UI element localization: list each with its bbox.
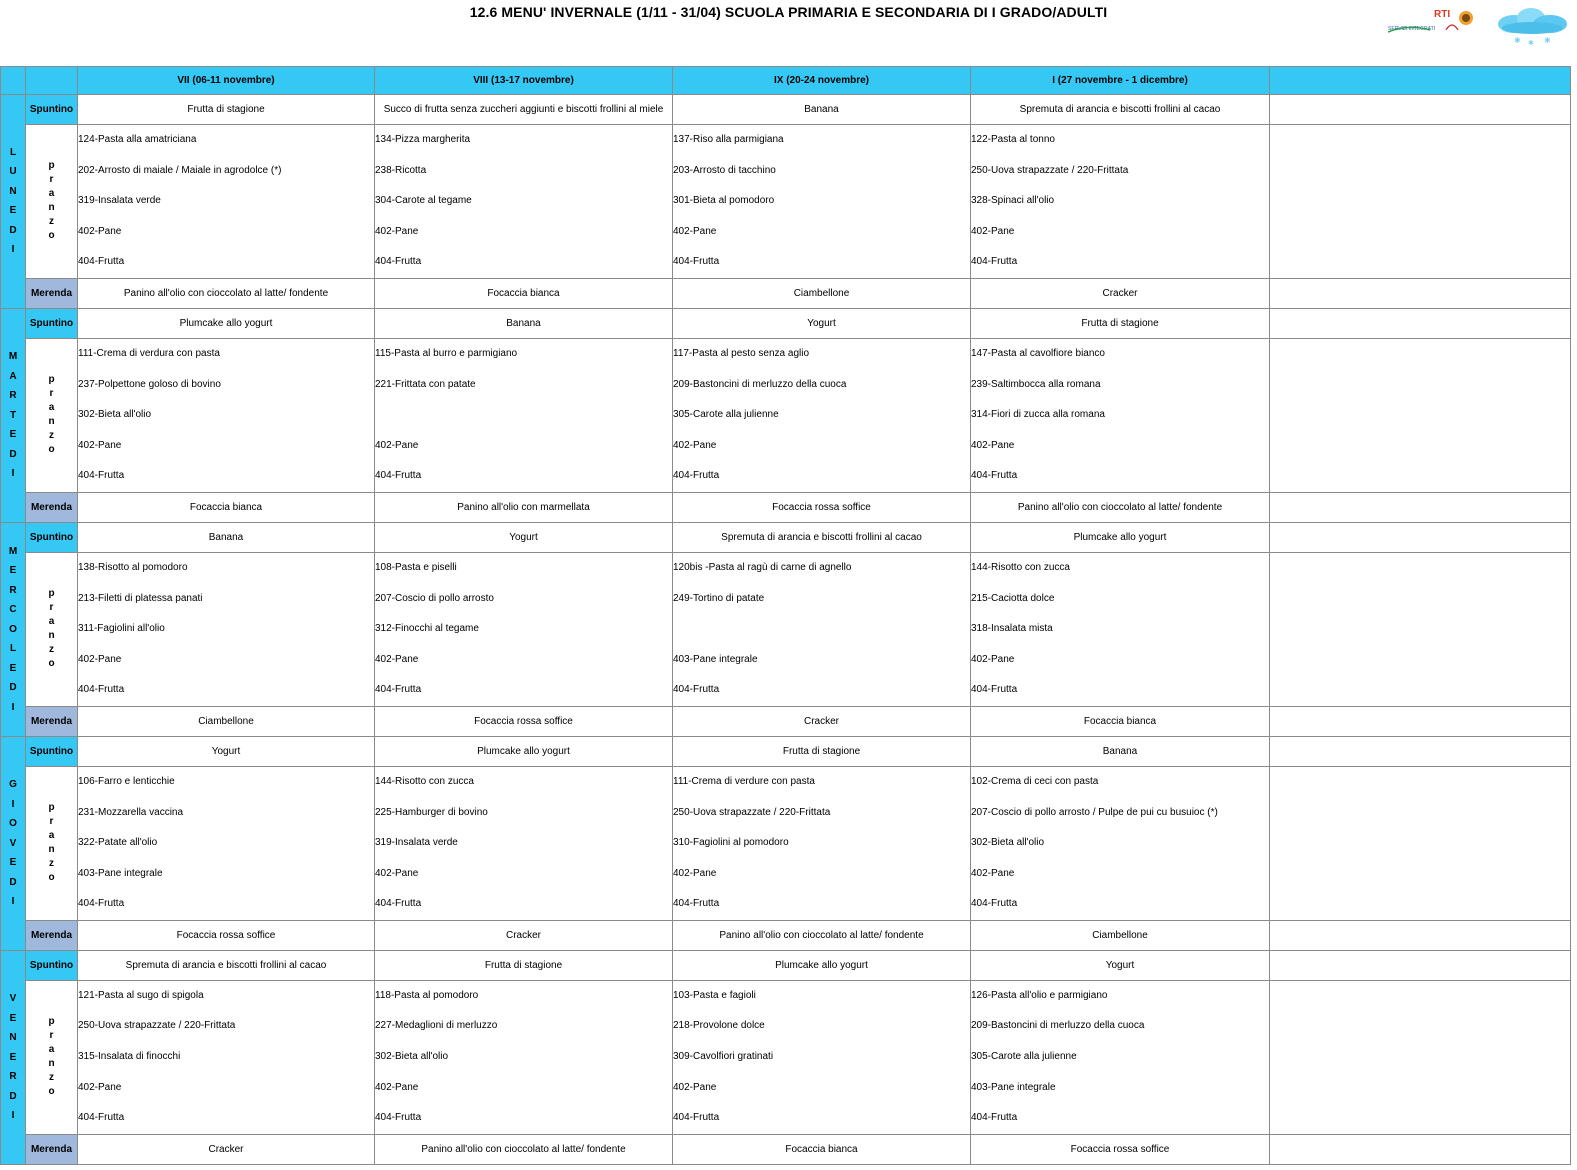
dish-item: 231-Mozzarella vaccina (78, 806, 184, 818)
spuntino-cell: Frutta di stagione (375, 950, 673, 980)
dish-item: 312-Finocchi al tegame (375, 623, 479, 635)
dish-item: 402-Pane (673, 1081, 717, 1093)
merenda-cell: Panino all'olio con marmellata (375, 492, 673, 522)
merenda-cell: Ciambellone (673, 278, 971, 308)
dish-item: 404-Frutta (673, 1112, 720, 1124)
pranzo-label: p r a n z o (26, 125, 78, 279)
dish-item: 124-Pasta alla amatriciana (78, 134, 197, 145)
dish-item: 402-Pane (673, 867, 717, 879)
dish-item: 249-Tortino di patate (673, 592, 765, 604)
merenda-cell: Focaccia bianca (673, 1134, 971, 1164)
pranzo-cell (971, 552, 1270, 706)
merenda-row (1, 920, 1571, 950)
dish-item: 221-Frittata con patate (375, 378, 476, 390)
spuntino-cell: Plumcake allo yogurt (375, 736, 673, 766)
spuntino-cell: Yogurt (78, 736, 375, 766)
svg-text:✱: ✱ (1544, 36, 1551, 45)
dish-item: 404-Frutta (78, 1112, 125, 1124)
pranzo-cell (78, 125, 375, 279)
merenda-cell: Focaccia bianca (971, 706, 1270, 736)
spuntino-cell: Yogurt (971, 950, 1270, 980)
dish-item: 328-Spinaci all'olio (971, 195, 1055, 207)
empty-cell (1270, 492, 1571, 522)
dish-item: 319-Insalata verde (375, 837, 458, 849)
day-name: M E R C O L E D I (1, 522, 26, 736)
spuntino-cell: Yogurt (375, 522, 673, 552)
dish-item: 120bis -Pasta al ragù di carne di agnello (673, 561, 852, 573)
merenda-cell: Ciambellone (971, 920, 1270, 950)
dish-item: 111-Crema di verdura con pasta (78, 347, 220, 359)
dish-item: 305-Carote alla julienne (673, 409, 779, 421)
merenda-cell: Panino all'olio con cioccolato al latte/ fondente (673, 920, 971, 950)
merenda-row (1, 1134, 1571, 1164)
spuntino-row (1, 522, 1571, 552)
logo-graphic (1388, 6, 1570, 46)
merenda-cell: Focaccia bianca (375, 278, 673, 308)
dish-item: 218-Provolone dolce (673, 1020, 765, 1032)
day-name: L U N E D I (1, 95, 26, 309)
spuntino-cell: Frutta di stagione (78, 95, 375, 125)
dish-item: 144-Risotto con zucca (971, 561, 1070, 573)
dish-item: 250-Uova strapazzate / 220-Frittata (78, 1020, 236, 1032)
dish-item: 117-Pasta al pesto senza aglio (673, 347, 810, 359)
dish-item: 302-Bieta all'olio (971, 837, 1045, 849)
logo-rti-text: RTI (1434, 9, 1451, 20)
week-header: I (27 novembre - 1 dicembre) (971, 67, 1270, 95)
week-header: VIII (13-17 novembre) (375, 67, 673, 95)
dish-item: 402-Pane (78, 225, 122, 237)
dish-item: 305-Carote alla julienne (971, 1051, 1077, 1063)
empty-cell (1270, 552, 1571, 706)
dish-item: 207-Coscio di pollo arrosto / Pulpe de pui cu busuioc (*) (971, 806, 1218, 818)
logo-area (1388, 6, 1570, 46)
dish-item: 227-Medaglioni di merluzzo (375, 1020, 498, 1032)
dish-item: 213-Filetti di platessa panati (78, 592, 203, 604)
dish-item: 402-Pane (375, 1081, 419, 1093)
pranzo-row (1, 766, 1571, 920)
dish-item: 404-Frutta (375, 684, 422, 696)
merenda-cell: Cracker (375, 920, 673, 950)
pranzo-label: p r a n z o (26, 766, 78, 920)
dish-item: 237-Polpettone goloso di bovino (78, 378, 221, 390)
merenda-cell: Panino all'olio con cioccolato al latte/ fondente (971, 492, 1270, 522)
pranzo-cell (375, 766, 673, 920)
spuntino-label: Spuntino (26, 522, 78, 552)
dish-item: 404-Frutta (78, 898, 125, 910)
merenda-cell: Ciambellone (78, 706, 375, 736)
merenda-row (1, 278, 1571, 308)
pranzo-cell (375, 552, 673, 706)
dish-item: 402-Pane (375, 653, 419, 665)
spuntino-label: Spuntino (26, 308, 78, 338)
spuntino-label: Spuntino (26, 950, 78, 980)
dish-item: 225-Hamburger di bovino (375, 806, 488, 818)
menu-body (1, 95, 1571, 1165)
spuntino-cell: Frutta di stagione (971, 308, 1270, 338)
pranzo-cell (78, 980, 375, 1134)
empty-cell (1270, 1134, 1571, 1164)
dish-item: 302-Bieta all'olio (375, 1051, 449, 1063)
dish-item: 404-Frutta (78, 684, 125, 696)
dish-item: 215-Caciotta dolce (971, 592, 1055, 604)
empty-cell (1270, 338, 1571, 492)
dish-item (673, 614, 970, 645)
pranzo-cell (375, 125, 673, 279)
spuntino-row (1, 308, 1571, 338)
merenda-cell: Focaccia rossa soffice (375, 706, 673, 736)
day-name: V E N E R D I (1, 950, 26, 1164)
dish-item: 402-Pane (971, 439, 1015, 451)
pranzo-label: p r a n z o (26, 980, 78, 1134)
pranzo-cell (375, 980, 673, 1134)
spuntino-cell: Succo di frutta senza zuccheri aggiunti e biscotti frollini al miele (375, 95, 673, 125)
dish-item: 209-Bastoncini di merluzzo della cuoca (673, 378, 847, 390)
spuntino-cell: Banana (78, 522, 375, 552)
merenda-row (1, 492, 1571, 522)
pranzo-row (1, 338, 1571, 492)
spuntino-cell: Frutta di stagione (673, 736, 971, 766)
empty-cell (1270, 308, 1571, 338)
dish-item: 147-Pasta al cavolfiore bianco (971, 347, 1105, 359)
pranzo-cell (78, 338, 375, 492)
dish-item: 302-Bieta all'olio (78, 409, 152, 421)
empty-cell (1270, 736, 1571, 766)
pranzo-cell (673, 552, 971, 706)
empty-cell (1270, 706, 1571, 736)
dish-item: 404-Frutta (971, 684, 1018, 696)
dish-item: 404-Frutta (971, 256, 1018, 268)
spuntino-row (1, 736, 1571, 766)
pranzo-row (1, 980, 1571, 1134)
dish-item: 402-Pane (78, 439, 122, 451)
dish-item: 318-Insalata mista (971, 623, 1053, 635)
week-header-row (1, 67, 1571, 95)
dish-item: 402-Pane (673, 225, 717, 237)
pranzo-cell (673, 766, 971, 920)
dish-item: 315-Insalata di finocchi (78, 1051, 181, 1063)
logo-company-text: SERVIZI INTEGRATI (1388, 26, 1436, 32)
dish-item: 404-Frutta (971, 898, 1018, 910)
page-title: 12.6 MENU' INVERNALE (1/11 - 31/04) SCUOLA PRIMARIA E SECONDARIA DI I GRADO/ADULTI (469, 4, 1108, 20)
merenda-label: Merenda (26, 920, 78, 950)
dish-item: 402-Pane (971, 653, 1015, 665)
dish-item: 209-Bastoncini di merluzzo della cuoca (971, 1020, 1145, 1032)
pranzo-cell (78, 766, 375, 920)
dish-item: 111-Crema di verdure con pasta (673, 775, 815, 787)
spuntino-cell: Banana (673, 95, 971, 125)
spuntino-cell: Spremuta di arancia e biscotti frollini al cacao (971, 95, 1270, 125)
dish-item: 322-Patate all'olio (78, 837, 158, 849)
dish-item: 102-Crema di ceci con pasta (971, 775, 1099, 787)
dish-item: 207-Coscio di pollo arrosto (375, 592, 494, 604)
dish-item: 304-Carote al tegame (375, 195, 472, 207)
dish-item: 310-Fagiolini al pomodoro (673, 837, 789, 849)
empty-cell (1270, 278, 1571, 308)
empty-cell (1270, 522, 1571, 552)
svg-text:✱: ✱ (1514, 36, 1521, 45)
dish-item: 138-Risotto al pomodoro (78, 561, 188, 573)
merenda-cell: Cracker (78, 1134, 375, 1164)
day-name: M A R T E D I (1, 308, 26, 522)
header-corner-label (26, 67, 78, 95)
merenda-cell: Focaccia rossa soffice (78, 920, 375, 950)
dish-item: 402-Pane (375, 439, 419, 451)
spuntino-cell: Spremuta di arancia e biscotti frollini al cacao (78, 950, 375, 980)
dish-item: 203-Arrosto di tacchino (673, 164, 776, 176)
dish-item: 314-Fiori di zucca alla romana (971, 409, 1105, 421)
svg-text:✱: ✱ (1528, 40, 1534, 46)
dish-item: 404-Frutta (673, 898, 720, 910)
empty-cell (1270, 980, 1571, 1134)
empty-cell (1270, 950, 1571, 980)
spuntino-row (1, 950, 1571, 980)
week-header: IX (20-24 novembre) (673, 67, 971, 95)
dish-item: 402-Pane (971, 867, 1015, 879)
dish-item: 404-Frutta (375, 470, 422, 482)
dish-item: 134-Pizza margherita (375, 134, 471, 145)
spuntino-cell: Spremuta di arancia e biscotti frollini al cacao (673, 522, 971, 552)
empty-cell (1270, 920, 1571, 950)
dish-item: 402-Pane (78, 653, 122, 665)
dish-item: 404-Frutta (971, 470, 1018, 482)
merenda-label: Merenda (26, 492, 78, 522)
dish-item: 115-Pasta al burro e parmigiano (375, 347, 518, 359)
pranzo-label: p r a n z o (26, 338, 78, 492)
pranzo-cell (375, 338, 673, 492)
dish-item: 238-Ricotta (375, 164, 427, 176)
merenda-cell: Focaccia bianca (78, 492, 375, 522)
day-name: G I O V E D I (1, 736, 26, 950)
dish-item: 301-Bieta al pomodoro (673, 195, 775, 207)
pranzo-label: p r a n z o (26, 552, 78, 706)
header-corner (1, 67, 26, 95)
week-header: VII (06-11 novembre) (78, 67, 375, 95)
dish-item: 404-Frutta (971, 1112, 1018, 1124)
week-header-empty (1270, 67, 1571, 95)
spuntino-cell: Plumcake allo yogurt (78, 308, 375, 338)
merenda-cell: Cracker (673, 706, 971, 736)
dish-item: 404-Frutta (375, 898, 422, 910)
dish-item: 118-Pasta al pomodoro (375, 989, 479, 1001)
merenda-cell: Panino all'olio con cioccolato al latte/ fondente (78, 278, 375, 308)
dish-item: 404-Frutta (78, 256, 125, 268)
dish-item: 404-Frutta (78, 470, 125, 482)
spuntino-cell: Plumcake allo yogurt (673, 950, 971, 980)
pranzo-cell (971, 980, 1270, 1134)
dish-item: 239-Saltimbocca alla romana (971, 378, 1101, 390)
dish-item: 402-Pane (375, 867, 419, 879)
pranzo-cell (78, 552, 375, 706)
merenda-cell: Cracker (971, 278, 1270, 308)
merenda-row (1, 706, 1571, 736)
dish-item: 404-Frutta (375, 256, 422, 268)
spuntino-row (1, 95, 1571, 125)
spuntino-cell: Plumcake allo yogurt (971, 522, 1270, 552)
dish-item: 311-Fagiolini all'olio (78, 623, 165, 635)
dish-item: 402-Pane (673, 439, 717, 451)
merenda-label: Merenda (26, 1134, 78, 1164)
dish-item: 144-Risotto con zucca (375, 775, 474, 787)
dish-item: 403-Pane integrale (673, 653, 758, 665)
dish-item: 121-Pasta al sugo di spigola (78, 989, 204, 1001)
spuntino-label: Spuntino (26, 736, 78, 766)
dish-item: 250-Uova strapazzate / 220-Frittata (673, 806, 831, 818)
pranzo-cell (971, 338, 1270, 492)
dish-item: 122-Pasta al tonno (971, 134, 1055, 145)
pranzo-row (1, 125, 1571, 279)
dish-item: 404-Frutta (673, 470, 720, 482)
spuntino-cell: Banana (375, 308, 673, 338)
pranzo-cell (673, 980, 971, 1134)
dish-item (375, 400, 672, 431)
merenda-label: Merenda (26, 278, 78, 308)
dish-item: 137-Riso alla parmigiana (673, 134, 784, 145)
pranzo-cell (971, 125, 1270, 279)
cloud-snow-icon (1498, 8, 1567, 46)
dish-item: 404-Frutta (375, 1112, 422, 1124)
dish-item: 404-Frutta (673, 256, 720, 268)
menu-table (0, 66, 1571, 1165)
spuntino-label: Spuntino (26, 95, 78, 125)
dish-item: 402-Pane (375, 225, 419, 237)
dish-item: 402-Pane (78, 1081, 122, 1093)
dish-item: 103-Pasta e fagioli (673, 989, 756, 1001)
dish-item: 319-Insalata verde (78, 195, 161, 207)
spuntino-cell: Yogurt (673, 308, 971, 338)
dish-item: 402-Pane (971, 225, 1015, 237)
dish-item: 309-Cavolfiori gratinati (673, 1051, 774, 1063)
dish-item: 250-Uova strapazzate / 220-Frittata (971, 164, 1129, 176)
empty-cell (1270, 125, 1571, 279)
empty-cell (1270, 95, 1571, 125)
dish-item: 108-Pasta e piselli (375, 561, 457, 573)
dish-item: 126-Pasta all'olio e parmigiano (971, 989, 1108, 1001)
pranzo-cell (673, 338, 971, 492)
dish-item: 403-Pane integrale (971, 1081, 1056, 1093)
pranzo-cell (971, 766, 1270, 920)
dish-item: 404-Frutta (673, 684, 720, 696)
dish-item: 403-Pane integrale (78, 867, 163, 879)
merenda-cell: Focaccia rossa soffice (673, 492, 971, 522)
pranzo-row (1, 552, 1571, 706)
merenda-label: Merenda (26, 706, 78, 736)
merenda-cell: Panino all'olio con cioccolato al latte/ fondente (375, 1134, 673, 1164)
empty-cell (1270, 766, 1571, 920)
spuntino-cell: Banana (971, 736, 1270, 766)
merenda-cell: Focaccia rossa soffice (971, 1134, 1270, 1164)
pranzo-cell (673, 125, 971, 279)
dish-item: 106-Farro e lenticchie (78, 775, 175, 787)
dish-item: 202-Arrosto di maiale / Maiale in agrodolce (*) (78, 164, 282, 176)
